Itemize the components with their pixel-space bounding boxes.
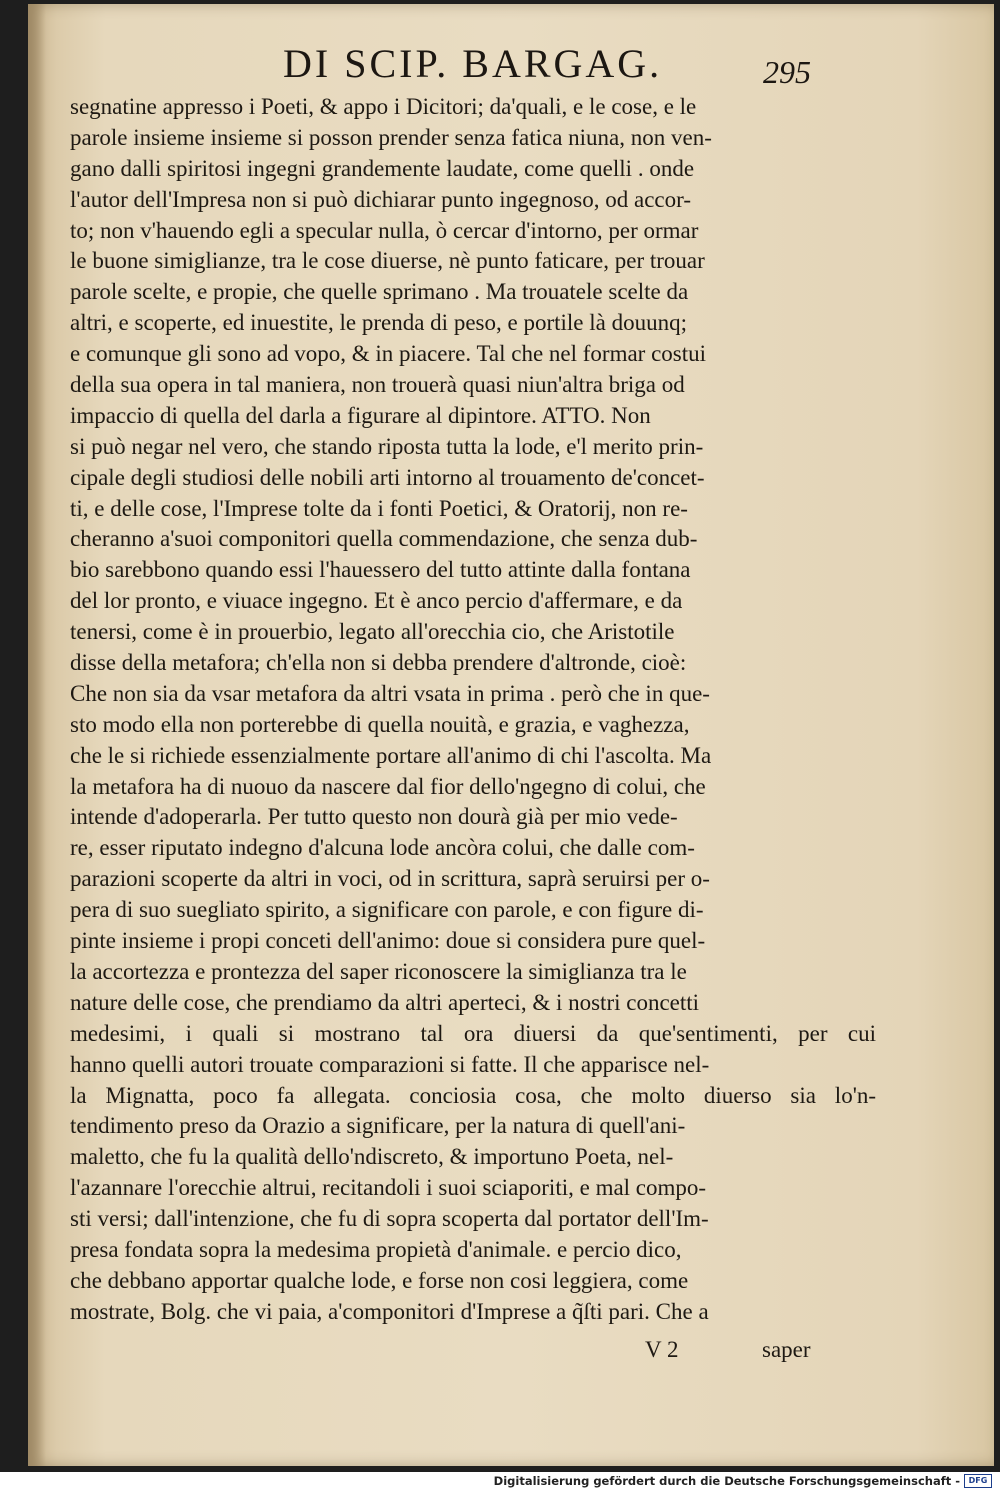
text-line	[70, 216, 876, 247]
catchword: saper	[762, 1337, 811, 1362]
text-line	[70, 463, 876, 494]
text-line	[70, 710, 876, 741]
text-line	[70, 1297, 876, 1328]
text-line	[70, 926, 876, 957]
text-line	[70, 524, 876, 555]
text-line	[70, 741, 876, 772]
text-line-content: si può negar nel vero, che stando riposta tutta la lode, e'l merito prin-	[70, 433, 704, 459]
text-line-content: sto modo ella non porterebbe di quella nouità, e grazia, e vaghezza,	[70, 711, 690, 737]
text-line-content: maletto, che fu la qualità dello'ndiscreto, & importuno Poeta, nel-	[70, 1144, 674, 1170]
text-line-content: la Mignatta, poco fa allegata. conciosia cosa, che molto diuerso sia lo'n-	[70, 1082, 876, 1108]
running-head: DI SCIP. BARGAG.	[283, 41, 663, 86]
text-line	[70, 1019, 876, 1050]
text-line-content: ti, e delle cose, l'Imprese tolte da i fonti Poetici, & Oratorij, non re-	[70, 495, 688, 521]
text-line-content: cheranno a'suoi componitori quella commendazione, che senza dub-	[70, 526, 698, 552]
text-line-content: presa fondata sopra la medesima propietà d'animale. e percio dico,	[70, 1236, 682, 1262]
text-line-content: parole scelte, e propie, che quelle sprimano . Ma trouatele scelte da	[70, 279, 689, 305]
catchword-line	[70, 1337, 876, 1369]
page-gutter	[28, 4, 46, 1466]
text-line-content: che le si richiede essenzialmente portare all'animo di chi l'ascolta. Ma	[70, 742, 712, 768]
body-text	[70, 92, 876, 1328]
text-line-content: hanno quelli autori trouate comparazioni si fatte. Il che apparisce nel-	[70, 1051, 710, 1077]
text-line	[70, 185, 876, 216]
text-line	[70, 648, 876, 679]
text-line	[70, 432, 876, 463]
text-line-content: pinte insieme i propi conceti dell'animo: doue si considera pure quel-	[70, 928, 706, 954]
text-line-content: bio sarebbono quando essi l'hauessero del tutto attinte dalla fontana	[70, 557, 691, 583]
text-line-content: pera di suo suegliato spirito, a significare con parole, e con figure di-	[70, 897, 704, 923]
text-line	[70, 1235, 876, 1266]
text-line-content: mostrate, Bolg. che vi paia, a'componitori d'Imprese a q̃ſti pari. Che a	[70, 1298, 709, 1324]
text-line	[70, 339, 876, 370]
text-line-content: medesimi, i quali si mostrano tal ora diuersi da que'sentimenti, per cui	[70, 1020, 876, 1046]
text-line	[70, 308, 876, 339]
text-line	[70, 1204, 876, 1235]
text-line-content: del lor pronto, e viuace ingegno. Et è anco percio d'affermare, e da	[70, 588, 683, 614]
text-line	[70, 277, 876, 308]
text-line-content: Che non sia da vsar metafora da altri vsata in prima . però che in que-	[70, 680, 710, 706]
text-line	[70, 154, 876, 185]
text-line-content: sti versi; dall'intenzione, che fu di sopra scoperta dal portator dell'Im-	[70, 1206, 709, 1232]
text-line	[70, 802, 876, 833]
text-line-content: re, esser riputato indegno d'alcuna lode ancòra colui, che dalle com-	[70, 835, 695, 861]
text-line-content: e comunque gli sono ad vopo, & in piacere. Tal che nel formar costui	[70, 341, 707, 367]
text-line	[70, 1111, 876, 1142]
text-line	[70, 246, 876, 277]
text-line-content: intende d'adoperarla. Per tutto questo non dourà già per mio vede-	[70, 804, 678, 830]
text-line	[70, 494, 876, 525]
text-line-content: segnatine appresso i Poeti, & appo i Dicitori; da'quali, e le cose, e le	[70, 94, 697, 119]
text-line	[70, 679, 876, 710]
text-line	[70, 123, 876, 154]
text-line-content: tenersi, come è in prouerbio, legato all'orecchia cio, che Aristotile	[70, 619, 675, 645]
funding-notice: Digitalisierung gefördert durch die Deutsche Forschungsgemeinschaft -	[493, 1474, 960, 1488]
text-line-content: la metafora ha di nuouo da nascere dal fior dello'ngegno di colui, che	[70, 773, 706, 799]
text-line	[70, 1266, 876, 1297]
dfg-logo: DFG	[964, 1474, 992, 1488]
text-line-content: impaccio di quella del darla a figurare al dipintore. ATTO. Non	[70, 402, 651, 428]
book-page	[28, 4, 994, 1466]
text-line-content: altri, e scoperte, ed inuestite, le prenda di peso, e portile là douunq;	[70, 310, 687, 336]
text-line-content: cipale degli studiosi delle nobili arti intorno al trouamento de'concet-	[70, 464, 705, 490]
text-line	[70, 772, 876, 803]
text-line	[70, 92, 876, 123]
text-line	[70, 957, 876, 988]
text-line	[70, 895, 876, 926]
page-number: 295	[763, 54, 811, 90]
digitization-footer	[0, 1472, 1000, 1491]
text-line	[70, 1081, 876, 1112]
text-line-content: l'autor dell'Impresa non si può dichiarar punto ingegnoso, od accor-	[70, 186, 691, 212]
text-line-content: la accortezza e prontezza del saper riconoscere la simiglianza tra le	[70, 958, 687, 984]
text-line	[70, 988, 876, 1019]
text-line-content: che debbano apportar qualche lode, e forse non cosi leggiera, come	[70, 1267, 689, 1293]
text-line-content: to; non v'hauendo egli a specular nulla, ò cercar d'intorno, per ormar	[70, 217, 699, 243]
text-line-content: disse della metafora; ch'ella non si debba prendere d'altronde, cioè:	[70, 650, 687, 676]
text-line-content: della sua opera in tal maniera, non trouerà quasi niun'altra briga od	[70, 372, 685, 398]
text-line	[70, 1173, 876, 1204]
text-line	[70, 1142, 876, 1173]
text-line	[70, 401, 876, 432]
text-line-content: l'azannare l'orecchie altrui, recitandoli i suoi sciaporiti, e mal compo-	[70, 1175, 707, 1201]
text-line	[70, 833, 876, 864]
text-line-content: gano dalli spiritosi ingegni grandemente laudate, come quelli . onde	[70, 155, 695, 181]
text-line-content: parazioni scoperte da altri in voci, od in scrittura, saprà seruirsi per o-	[70, 866, 710, 892]
text-line	[70, 370, 876, 401]
text-line	[70, 864, 876, 895]
text-line-content: tendimento preso da Orazio a significare, per la natura di quell'ani-	[70, 1113, 686, 1139]
signature-mark: V 2	[645, 1337, 679, 1362]
text-line	[70, 617, 876, 648]
text-line	[70, 555, 876, 586]
text-line-content: nature delle cose, che prendiamo da altri aperteci, & i nostri concetti	[70, 989, 700, 1015]
text-line	[70, 1050, 876, 1081]
text-line-content: le buone simiglianze, tra le cose diuerse, nè punto faticare, per trouar	[70, 248, 705, 274]
text-line-content: parole insieme insieme si posson prender senza fatica niuna, non ven-	[70, 124, 712, 150]
text-line	[70, 586, 876, 617]
